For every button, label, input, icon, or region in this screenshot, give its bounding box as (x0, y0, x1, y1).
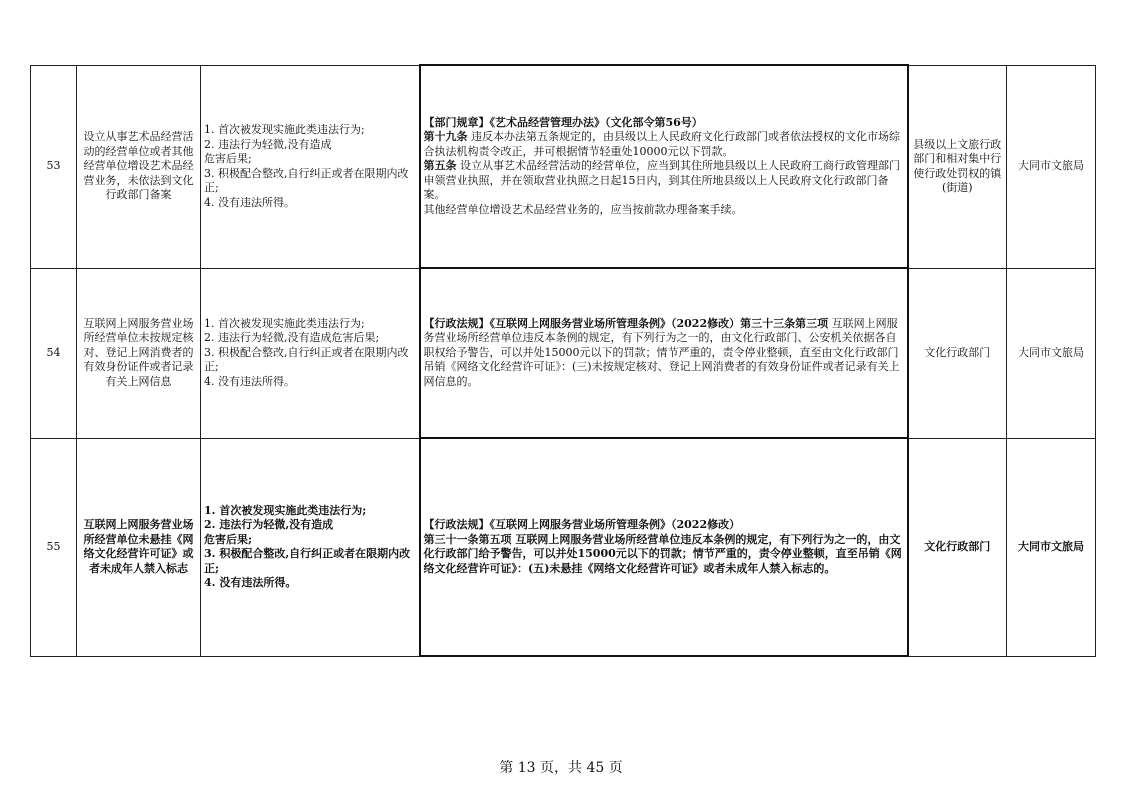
exemption-conditions (201, 65, 420, 268)
basis-text: 互联网上网服务营业场所经营单位违反本条例的规定，有下列行为之一的，由文化行政部门、公安机关依据各自职权给予警告，可以并处15000元以下的罚款；情节严重的，责令停业整顿，直至由文化行政部门吊销《网络文化经营许可证》：(三)未按规定核对、登记上网消费者的有效身份证件或者记录有关上网信息的。 (423, 316, 900, 388)
violation-matter: 设立从事艺术品经营活动的经营单位或者其他经营单位增设艺术品经营业务，未依法到文化行政部门备案 (77, 65, 201, 268)
enforcement-dept: 文化行政部门 (908, 268, 1007, 438)
legal-basis (420, 268, 908, 438)
table-row (31, 438, 1096, 656)
condition-line: 3. 积极配合整改,自行纠正或者在限期内改正; (204, 547, 411, 575)
exemption-conditions (201, 268, 420, 438)
basis-paragraph (424, 130, 904, 159)
basis-article-text: 设立从事艺术品经营活动的经营单位，应当到其住所地县级以上人民政府工商行政管理部门申领营业执照，并在领取营业执照之日起15日内，到其住所地县级以上人民政府文化行政部门备案。 (423, 159, 900, 202)
condition-line: 1. 首次被发现实施此类违法行为; (204, 123, 365, 136)
violation-matter: 互联网上网服务营业场所经营单位未按规定核对、登记上网消费者的有效身份证件或者记录有关上网信息 (77, 268, 201, 438)
row-number: 55 (31, 438, 77, 656)
condition-line: 4. 没有违法所得。 (204, 195, 295, 209)
basis-paragraph: 其他经营单位增设艺术品经营业务的，应当按前款办理备案手续。 (423, 202, 743, 216)
basis-title: 【行政法规】《互联网上网服务营业场所管理条例》（2022修改）第三十三条第三项 (423, 316, 829, 330)
region-authority: 大同市文旅局 (1007, 65, 1096, 268)
condition-line: 2. 违法行为轻微,没有造成危害后果; (204, 331, 380, 345)
table-row (31, 65, 1096, 268)
basis-title: 【行政法规】《互联网上网服务营业场所管理条例》（2022修改） (423, 518, 741, 531)
condition-line: 危害后果; (204, 532, 253, 546)
basis-text: 第三十一条第五项 互联网上网服务营业场所经营单位违反本条例的规定，有下列行为之一的，由文化行政部门给予警告，可以并处15000元以下的罚款；情节严重的，责令停业整顿，直至吊销《网络文化经营许可证》：(五)未悬挂《网络文化经营许可证》或者未成年人禁入标志的。 (423, 532, 902, 575)
condition-line: 2. 违法行为轻微,没有造成 (204, 137, 332, 151)
legal-basis (420, 65, 908, 268)
row-number: 53 (31, 65, 77, 268)
basis-title: 【部门规章】《艺术品经营管理办法》（文化部令第56号） (423, 115, 703, 129)
region-authority: 大同市文旅局 (1007, 438, 1096, 656)
basis-article-lead: 第十九条 (423, 130, 468, 144)
condition-line: 1. 首次被发现实施此类违法行为; (204, 503, 367, 517)
enforcement-dept: 县级以上文旅行政部门和相对集中行使行政处罚权的镇(街道) (908, 65, 1007, 268)
exemption-conditions (201, 438, 420, 656)
violation-matter: 互联网上网服务营业场所经营单位未悬挂《网络文化经营许可证》或者未成年人禁入标志 (77, 438, 201, 656)
condition-line: 1. 首次被发现实施此类违法行为; (204, 316, 365, 330)
condition-line: 4. 没有违法所得。 (204, 576, 297, 589)
condition-line: 危害后果; (204, 152, 252, 165)
region-authority: 大同市文旅局 (1007, 268, 1096, 438)
condition-line: 4. 没有违法所得。 (204, 374, 295, 388)
enforcement-dept: 文化行政部门 (908, 438, 1007, 656)
basis-article-text: 违反本办法第五条规定的，由县级以上人民政府文化行政部门或者依法授权的文化市场综合执法机构责令改正，并可根据情节轻重处10000元以下罚款。 (423, 130, 900, 158)
penalty-table (30, 64, 1096, 657)
page-number-footer: 第 13 页，共 45 页 (499, 760, 623, 776)
basis-paragraph (424, 159, 904, 203)
legal-basis (420, 438, 908, 656)
condition-line: 3. 积极配合整改,自行纠正或者在限期内改正; (204, 166, 409, 194)
table-row (31, 268, 1096, 438)
condition-line: 3. 积极配合整改,自行纠正或者在限期内改正; (204, 345, 409, 374)
row-number: 54 (31, 268, 77, 438)
basis-article-lead: 第五条 (423, 159, 457, 173)
condition-line: 2. 违法行为轻微,没有造成 (204, 518, 334, 531)
